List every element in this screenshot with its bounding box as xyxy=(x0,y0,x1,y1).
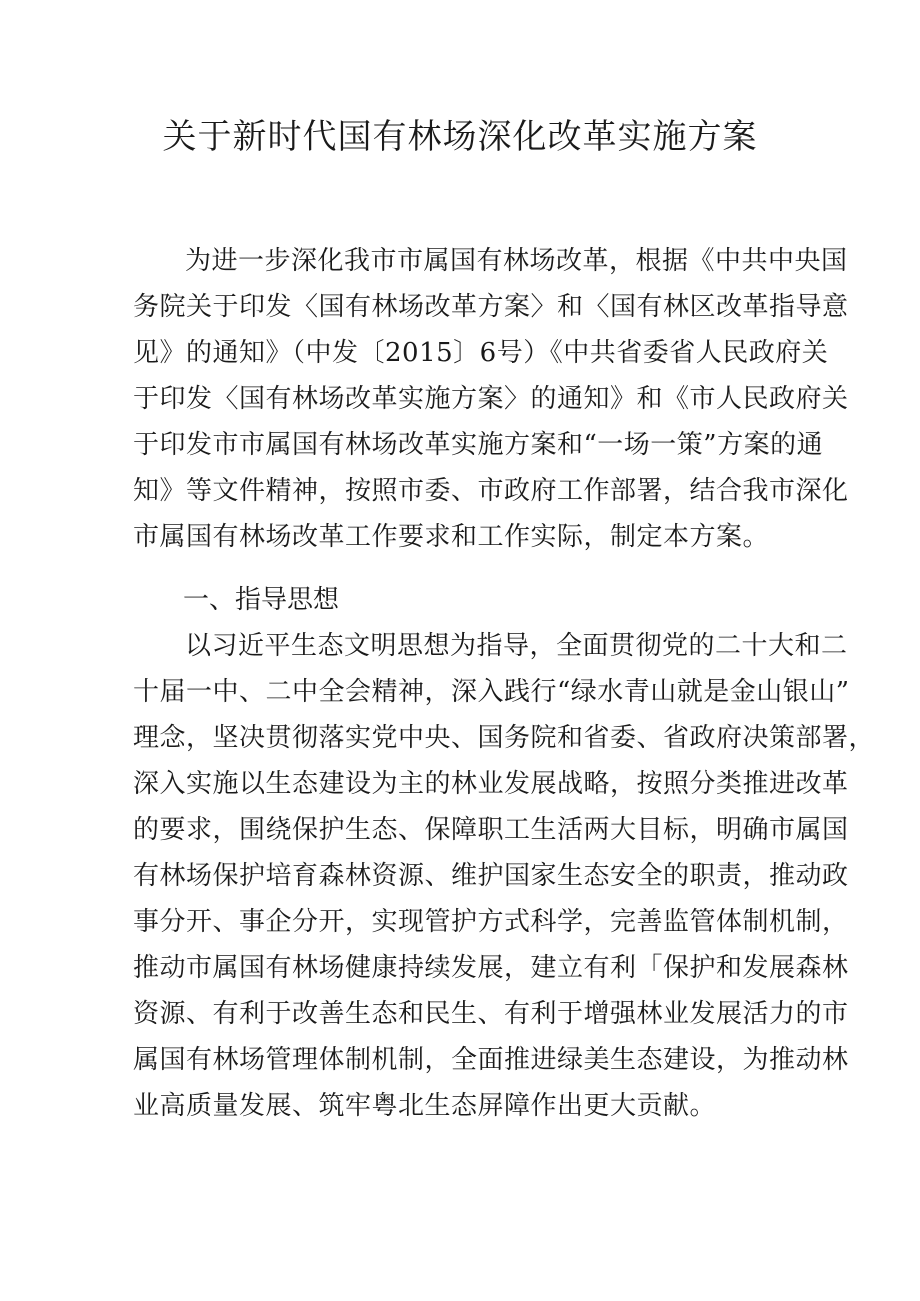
section-line: 资源、有利于改善生态和民生、有利于增强林业发展活力的市 xyxy=(133,999,849,1029)
intro-line: 知》等文件精神，按照市委、市政府工作部署，结合我市深化 xyxy=(133,476,849,506)
intro-line: 于印发〈国有林场改革实施方案〉的通知》和《市人民政府关 xyxy=(133,384,849,414)
section-line: 以习近平生态文明思想为指导，全面贯彻党的二十大和二 xyxy=(185,631,848,661)
section-line: 属国有林场管理体制机制，全面推进绿美生态建设，为推动林 xyxy=(133,1045,849,1075)
section-line: 十届一中、二中全会精神，深入践行“绿水青山就是金山银山” xyxy=(133,677,850,707)
section-line: 有林场保护培育森林资源、维护国家生态安全的职责，推动政 xyxy=(133,861,849,891)
intro-line: 市属国有林场改革工作要求和工作实际，制定本方案。 xyxy=(133,522,770,552)
intro-line: 务院关于印发〈国有林场改革方案〉和〈国有林区改革指导意 xyxy=(133,292,849,322)
section-line: 业高质量发展、筑牢粤北生态屏障作出更大贡献。 xyxy=(133,1091,717,1121)
intro-line: 于印发市市属国有林场改革实施方案和“一场一策”方案的通 xyxy=(133,430,824,460)
document-title: 关于新时代国有林场深化改革实施方案 xyxy=(162,117,758,157)
intro-paragraph xyxy=(133,238,849,560)
section-line: 理念，坚决贯彻落实党中央、国务院和省委、省政府决策部署， xyxy=(133,723,876,753)
section-heading: 一、指导思想 xyxy=(183,585,340,615)
intro-line: 见》的通知》（中发〔2015〕6号）《中共省委省人民政府关 xyxy=(133,338,829,368)
section-line: 的要求，围绕保护生态、保障职工生活两大目标，明确市属国 xyxy=(133,815,849,845)
section-line: 深入实施以生态建设为主的林业发展战略，按照分类推进改革 xyxy=(133,769,849,799)
section-paragraph xyxy=(133,623,876,1129)
section-line: 推动市属国有林场健康持续发展，建立有利「保护和发展森林 xyxy=(133,953,849,983)
section-line: 事分开、事企分开，实现管护方式科学，完善监管体制机制， xyxy=(133,907,849,937)
intro-line: 为进一步深化我市市属国有林场改革，根据《中共中央国 xyxy=(185,246,848,276)
